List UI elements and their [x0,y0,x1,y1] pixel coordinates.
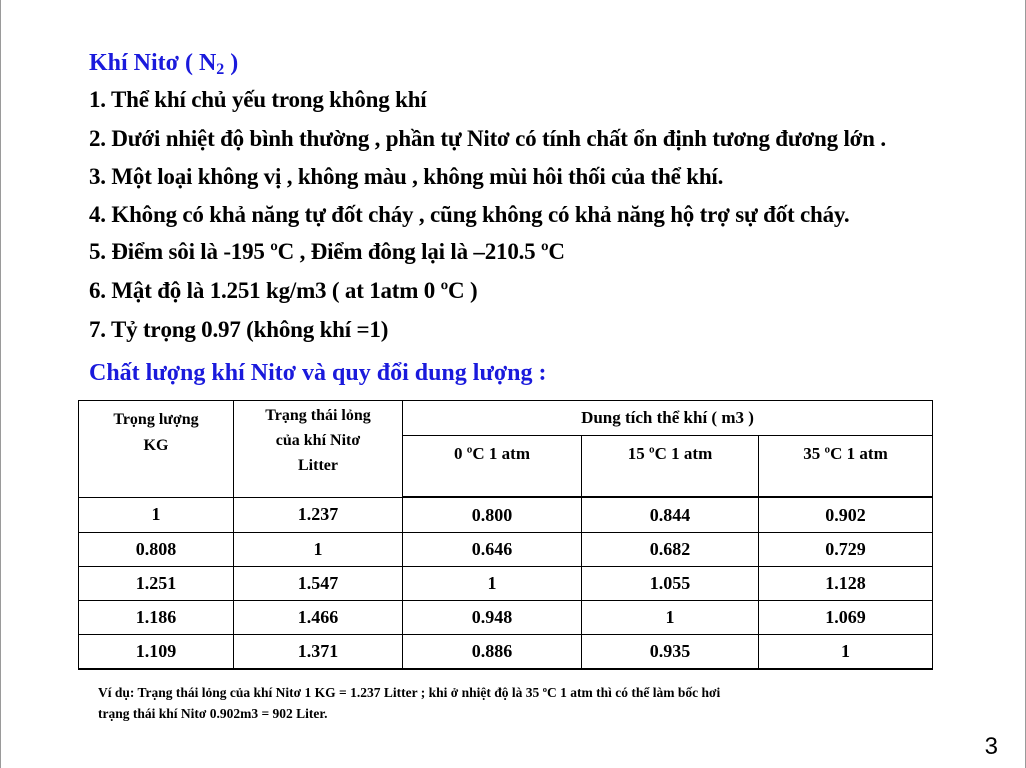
cell-vol-15c: 0.935 [582,635,759,670]
cell-vol-35c: 0.729 [759,533,933,567]
example-line-2: trạng thái khí Nitơ 0.902m3 = 902 Liter. [98,706,328,721]
cell-vol-35c: 1 [759,635,933,670]
point-1: 1. Thể khí chủ yếu trong không khí [89,87,427,112]
cell-liquid: 1 [234,533,403,567]
cell-weight: 0.808 [79,533,234,567]
header-liquid [234,401,403,498]
point-5: 5. Điểm sôi là -195 ºC , Điểm đông lại là –210.5 ºC [89,239,565,264]
cell-liquid: 1.237 [234,497,403,533]
cell-weight: 1 [79,497,234,533]
cell-vol-0c: 0.886 [403,635,582,670]
header-temp-35: 35 ºC 1 atm [759,436,933,498]
cell-vol-15c: 1 [582,601,759,635]
header-liquid-line2: của khí Nitơ [275,432,361,449]
header-weight-line2: KG [143,437,169,454]
table-row [79,567,933,601]
page-title [89,50,238,79]
cell-liquid: 1.371 [234,635,403,670]
header-liquid-line1: Trạng thái lỏng [265,407,371,424]
cell-vol-35c: 1.069 [759,601,933,635]
header-temp-0: 0 ºC 1 atm [403,436,582,498]
header-weight-line1: Trọng lượng [113,411,199,428]
example-line-1: Ví dụ: Trạng thái lỏng của khí Nitơ 1 KG = 1.237 Litter ; khi ở nhiệt độ là 35 ºC 1 atm thì có thể làm bốc hơi [98,685,721,700]
table-row [79,635,933,670]
cell-weight: 1.109 [79,635,234,670]
point-3: 3. Một loại không vị , không màu , không mùi hôi thối của thể khí. [89,164,724,189]
cell-liquid: 1.547 [234,567,403,601]
title-subscript: 2 [216,61,225,78]
cell-vol-15c: 0.844 [582,497,759,533]
header-temp-15: 15 ºC 1 atm [582,436,759,498]
cell-vol-0c: 0.646 [403,533,582,567]
header-liquid-line3: Litter [298,457,338,474]
page-number: 3 [984,733,998,760]
cell-vol-0c: 0.948 [403,601,582,635]
title-close: ) [224,50,239,76]
table-heading: Chất lượng khí Nitơ và quy đổi dung lượng : [89,360,547,386]
cell-vol-35c: 0.902 [759,497,933,533]
table-row [79,601,933,635]
example-note [98,682,918,724]
point-2: 2. Dưới nhiệt độ bình thường , phần tự Nitơ có tính chất ổn định tương đương lớn . [89,126,886,151]
point-6: 6. Mật độ là 1.251 kg/m3 ( at 1atm 0 ºC ) [89,278,478,303]
table-row [79,497,933,533]
cell-vol-0c: 1 [403,567,582,601]
cell-weight: 1.251 [79,567,234,601]
slide-border-left [0,0,1,768]
cell-vol-15c: 0.682 [582,533,759,567]
cell-vol-15c: 1.055 [582,567,759,601]
cell-liquid: 1.466 [234,601,403,635]
point-4: 4. Không có khả năng tự đốt cháy , cũng không có khả năng hộ trợ sự đốt cháy. [89,202,850,227]
conversion-table [78,400,933,670]
header-weight [79,401,234,498]
header-volume: Dung tích thể khí ( m3 ) [403,401,933,436]
point-7: 7. Tỷ trọng 0.97 (không khí =1) [89,317,389,342]
table-row [79,533,933,567]
cell-vol-35c: 1.128 [759,567,933,601]
cell-vol-0c: 0.800 [403,497,582,533]
title-text: Khí Nitơ ( N [89,50,217,76]
cell-weight: 1.186 [79,601,234,635]
